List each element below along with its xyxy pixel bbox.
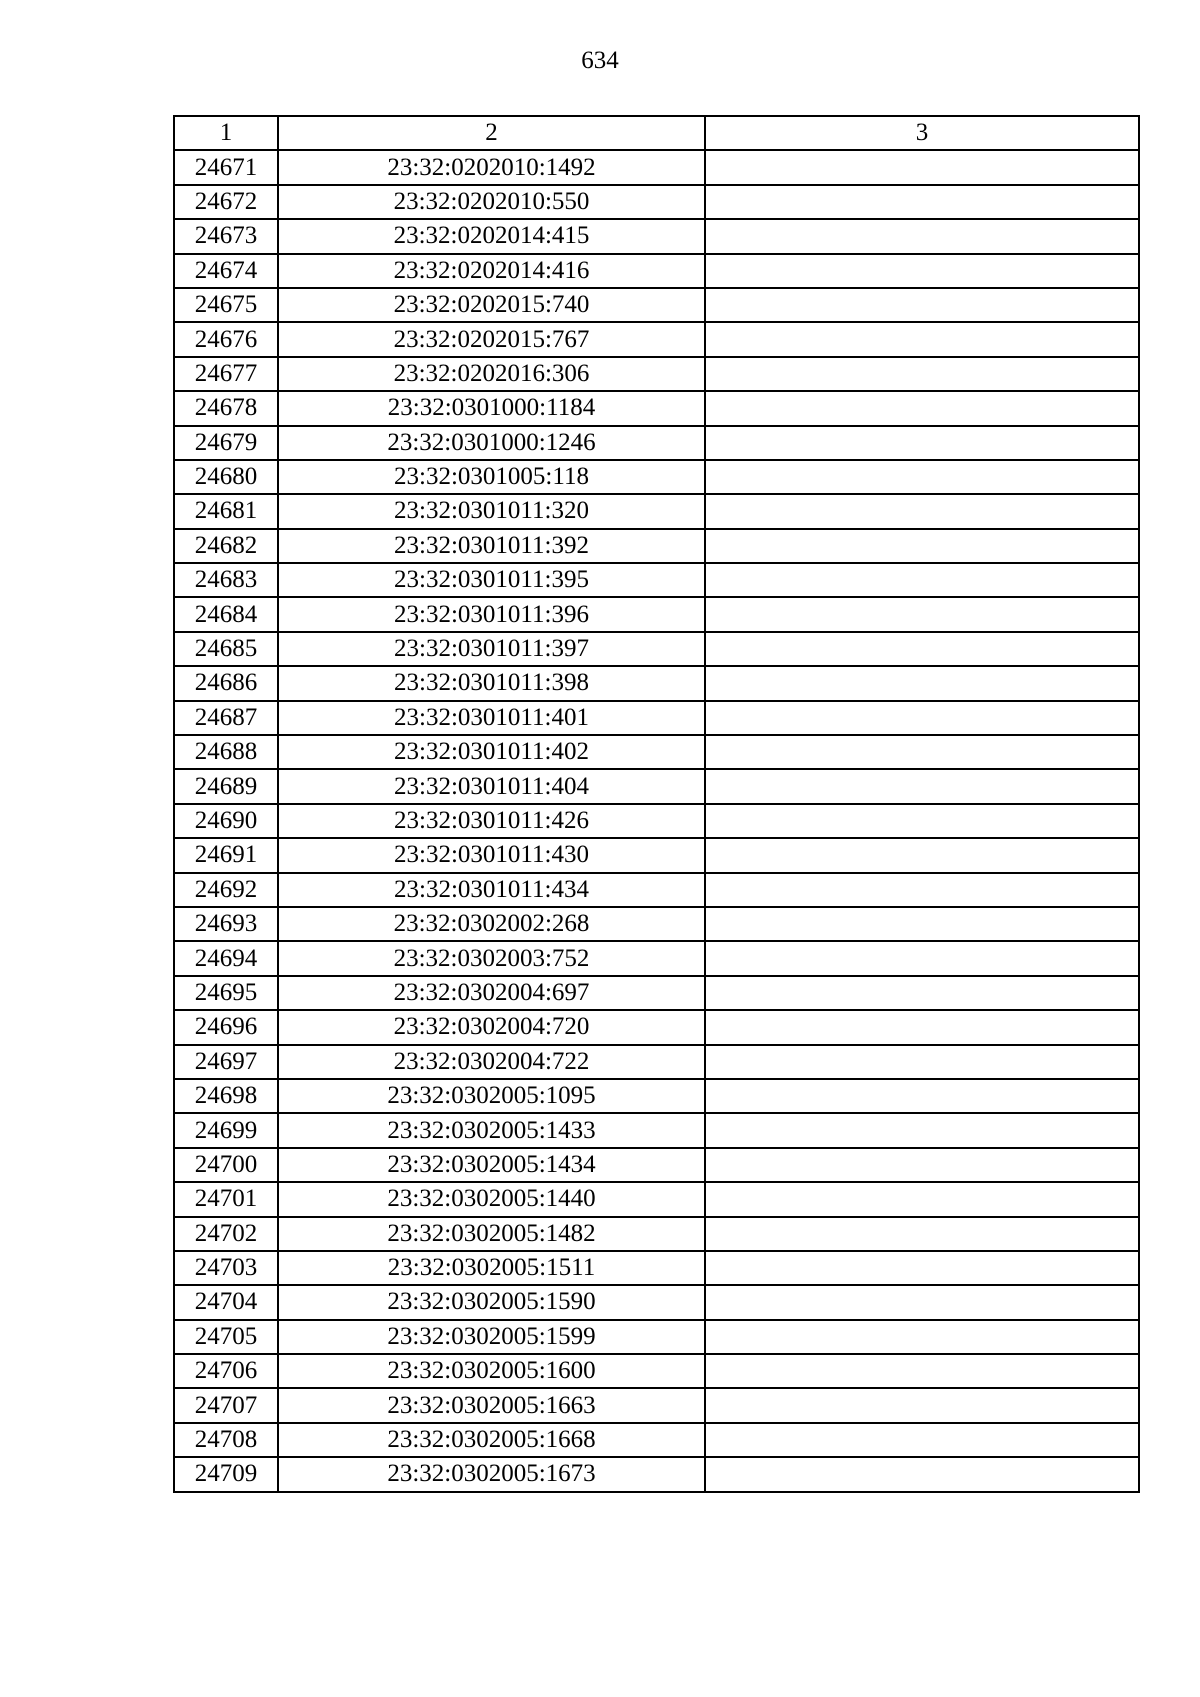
row-index-cell: 24695 [174, 976, 278, 1010]
cadastral-number-cell: 23:32:0302005:1668 [278, 1423, 705, 1457]
table-row [174, 1423, 1139, 1457]
cadastral-number-cell: 23:32:0302002:268 [278, 907, 705, 941]
notes-cell [705, 357, 1139, 391]
table-row [174, 288, 1139, 322]
row-index-cell: 24682 [174, 529, 278, 563]
cadastral-number-cell: 23:32:0301011:397 [278, 632, 705, 666]
cadastral-number-cell: 23:32:0302005:1673 [278, 1457, 705, 1491]
row-index-cell: 24689 [174, 769, 278, 803]
notes-cell [705, 494, 1139, 528]
table-row [174, 254, 1139, 288]
table-row [174, 1388, 1139, 1422]
notes-cell [705, 838, 1139, 872]
cadastral-number-cell: 23:32:0202014:415 [278, 219, 705, 253]
table-row [174, 666, 1139, 700]
row-index-cell: 24672 [174, 185, 278, 219]
table-row [174, 632, 1139, 666]
notes-cell [705, 1148, 1139, 1182]
row-index-cell: 24684 [174, 597, 278, 631]
row-index-cell: 24674 [174, 254, 278, 288]
table-row [174, 357, 1139, 391]
cadastral-number-cell: 23:32:0202010:550 [278, 185, 705, 219]
cadastral-number-cell: 23:32:0301011:426 [278, 804, 705, 838]
table-row [174, 1217, 1139, 1251]
notes-cell [705, 563, 1139, 597]
row-index-cell: 24680 [174, 460, 278, 494]
table-row [174, 1354, 1139, 1388]
notes-cell [705, 907, 1139, 941]
cadastral-number-cell: 23:32:0302005:1433 [278, 1113, 705, 1147]
table-row [174, 1148, 1139, 1182]
row-index-cell: 24703 [174, 1251, 278, 1285]
notes-cell [705, 1423, 1139, 1457]
table-header [174, 116, 1139, 150]
table-body [174, 150, 1139, 1491]
notes-cell [705, 1251, 1139, 1285]
table-row [174, 219, 1139, 253]
row-index-cell: 24707 [174, 1388, 278, 1422]
cadastral-number-cell: 23:32:0301011:430 [278, 838, 705, 872]
table-row [174, 1457, 1139, 1491]
table-row [174, 185, 1139, 219]
table-row [174, 804, 1139, 838]
row-index-cell: 24700 [174, 1148, 278, 1182]
notes-cell [705, 219, 1139, 253]
table-row [174, 597, 1139, 631]
cadastral-number-cell: 23:32:0302005:1434 [278, 1148, 705, 1182]
cadastral-number-cell: 23:32:0302005:1599 [278, 1320, 705, 1354]
cadastral-number-cell: 23:32:0301011:398 [278, 666, 705, 700]
row-index-cell: 24675 [174, 288, 278, 322]
row-index-cell: 24676 [174, 322, 278, 356]
table-row [174, 563, 1139, 597]
notes-cell [705, 597, 1139, 631]
notes-cell [705, 391, 1139, 425]
table-row [174, 838, 1139, 872]
notes-cell [705, 666, 1139, 700]
cadastral-number-cell: 23:32:0302005:1600 [278, 1354, 705, 1388]
notes-cell [705, 632, 1139, 666]
row-index-cell: 24709 [174, 1457, 278, 1491]
table-row [174, 322, 1139, 356]
cadastral-number-cell: 23:32:0302004:720 [278, 1010, 705, 1044]
header-row [174, 116, 1139, 150]
cadastral-number-cell: 23:32:0202010:1492 [278, 150, 705, 184]
notes-cell [705, 769, 1139, 803]
row-index-cell: 24685 [174, 632, 278, 666]
page-number: 634 [581, 47, 619, 74]
cadastral-number-table [173, 115, 1140, 1493]
row-index-cell: 24691 [174, 838, 278, 872]
cadastral-number-cell: 23:32:0301011:402 [278, 735, 705, 769]
cadastral-number-cell: 23:32:0302005:1511 [278, 1251, 705, 1285]
notes-cell [705, 1320, 1139, 1354]
notes-cell [705, 1182, 1139, 1216]
row-index-cell: 24678 [174, 391, 278, 425]
row-index-cell: 24708 [174, 1423, 278, 1457]
cadastral-number-cell: 23:32:0302005:1482 [278, 1217, 705, 1251]
notes-cell [705, 804, 1139, 838]
table-row [174, 426, 1139, 460]
row-index-cell: 24683 [174, 563, 278, 597]
notes-cell [705, 288, 1139, 322]
cadastral-number-cell: 23:32:0302005:1663 [278, 1388, 705, 1422]
notes-cell [705, 322, 1139, 356]
table-row [174, 1079, 1139, 1113]
notes-cell [705, 150, 1139, 184]
notes-cell [705, 529, 1139, 563]
cadastral-number-cell: 23:32:0301000:1246 [278, 426, 705, 460]
cadastral-number-cell: 23:32:0302005:1590 [278, 1285, 705, 1319]
row-index-cell: 24690 [174, 804, 278, 838]
notes-cell [705, 1045, 1139, 1079]
cadastral-number-cell: 23:32:0202015:767 [278, 322, 705, 356]
row-index-cell: 24705 [174, 1320, 278, 1354]
table-row [174, 391, 1139, 425]
notes-cell [705, 1217, 1139, 1251]
notes-cell [705, 1388, 1139, 1422]
cadastral-number-cell: 23:32:0202015:740 [278, 288, 705, 322]
table-row [174, 1010, 1139, 1044]
row-index-cell: 24696 [174, 1010, 278, 1044]
notes-cell [705, 185, 1139, 219]
table-row [174, 1045, 1139, 1079]
row-index-cell: 24681 [174, 494, 278, 528]
table-row [174, 735, 1139, 769]
table-row [174, 1182, 1139, 1216]
row-index-cell: 24706 [174, 1354, 278, 1388]
table-row [174, 1113, 1139, 1147]
cadastral-number-cell: 23:32:0302004:697 [278, 976, 705, 1010]
row-index-cell: 24701 [174, 1182, 278, 1216]
table-row [174, 1320, 1139, 1354]
cadastral-number-cell: 23:32:0301011:404 [278, 769, 705, 803]
cadastral-number-cell: 23:32:0301011:396 [278, 597, 705, 631]
notes-cell [705, 941, 1139, 975]
notes-cell [705, 426, 1139, 460]
cadastral-number-cell: 23:32:0301005:118 [278, 460, 705, 494]
row-index-cell: 24687 [174, 701, 278, 735]
table-row [174, 769, 1139, 803]
row-index-cell: 24688 [174, 735, 278, 769]
notes-cell [705, 1113, 1139, 1147]
row-index-cell: 24686 [174, 666, 278, 700]
cadastral-number-cell: 23:32:0202016:306 [278, 357, 705, 391]
notes-cell [705, 1010, 1139, 1044]
cadastral-number-cell: 23:32:0301011:320 [278, 494, 705, 528]
table-row [174, 150, 1139, 184]
notes-cell [705, 254, 1139, 288]
notes-cell [705, 873, 1139, 907]
table-row [174, 941, 1139, 975]
row-index-cell: 24704 [174, 1285, 278, 1319]
row-index-cell: 24702 [174, 1217, 278, 1251]
table-row [174, 529, 1139, 563]
cadastral-number-cell: 23:32:0301000:1184 [278, 391, 705, 425]
notes-cell [705, 460, 1139, 494]
table-row [174, 494, 1139, 528]
cadastral-number-cell: 23:32:0301011:392 [278, 529, 705, 563]
row-index-cell: 24671 [174, 150, 278, 184]
row-index-cell: 24699 [174, 1113, 278, 1147]
cadastral-number-cell: 23:32:0202014:416 [278, 254, 705, 288]
row-index-cell: 24698 [174, 1079, 278, 1113]
notes-cell [705, 735, 1139, 769]
column-header-1: 1 [174, 116, 278, 150]
row-index-cell: 24692 [174, 873, 278, 907]
row-index-cell: 24697 [174, 1045, 278, 1079]
column-header-3: 3 [705, 116, 1139, 150]
row-index-cell: 24694 [174, 941, 278, 975]
notes-cell [705, 1079, 1139, 1113]
table-row [174, 1285, 1139, 1319]
row-index-cell: 24693 [174, 907, 278, 941]
notes-cell [705, 976, 1139, 1010]
cadastral-number-cell: 23:32:0302005:1440 [278, 1182, 705, 1216]
notes-cell [705, 1457, 1139, 1491]
cadastral-number-cell: 23:32:0301011:401 [278, 701, 705, 735]
table-row [174, 907, 1139, 941]
cadastral-number-cell: 23:32:0302003:752 [278, 941, 705, 975]
cadastral-number-cell: 23:32:0301011:395 [278, 563, 705, 597]
row-index-cell: 24677 [174, 357, 278, 391]
table-row [174, 873, 1139, 907]
table-row [174, 701, 1139, 735]
row-index-cell: 24673 [174, 219, 278, 253]
table-row [174, 460, 1139, 494]
notes-cell [705, 1285, 1139, 1319]
notes-cell [705, 1354, 1139, 1388]
table-row [174, 1251, 1139, 1285]
table-row [174, 976, 1139, 1010]
column-header-2: 2 [278, 116, 705, 150]
row-index-cell: 24679 [174, 426, 278, 460]
notes-cell [705, 701, 1139, 735]
cadastral-number-cell: 23:32:0302004:722 [278, 1045, 705, 1079]
cadastral-number-cell: 23:32:0301011:434 [278, 873, 705, 907]
cadastral-number-cell: 23:32:0302005:1095 [278, 1079, 705, 1113]
